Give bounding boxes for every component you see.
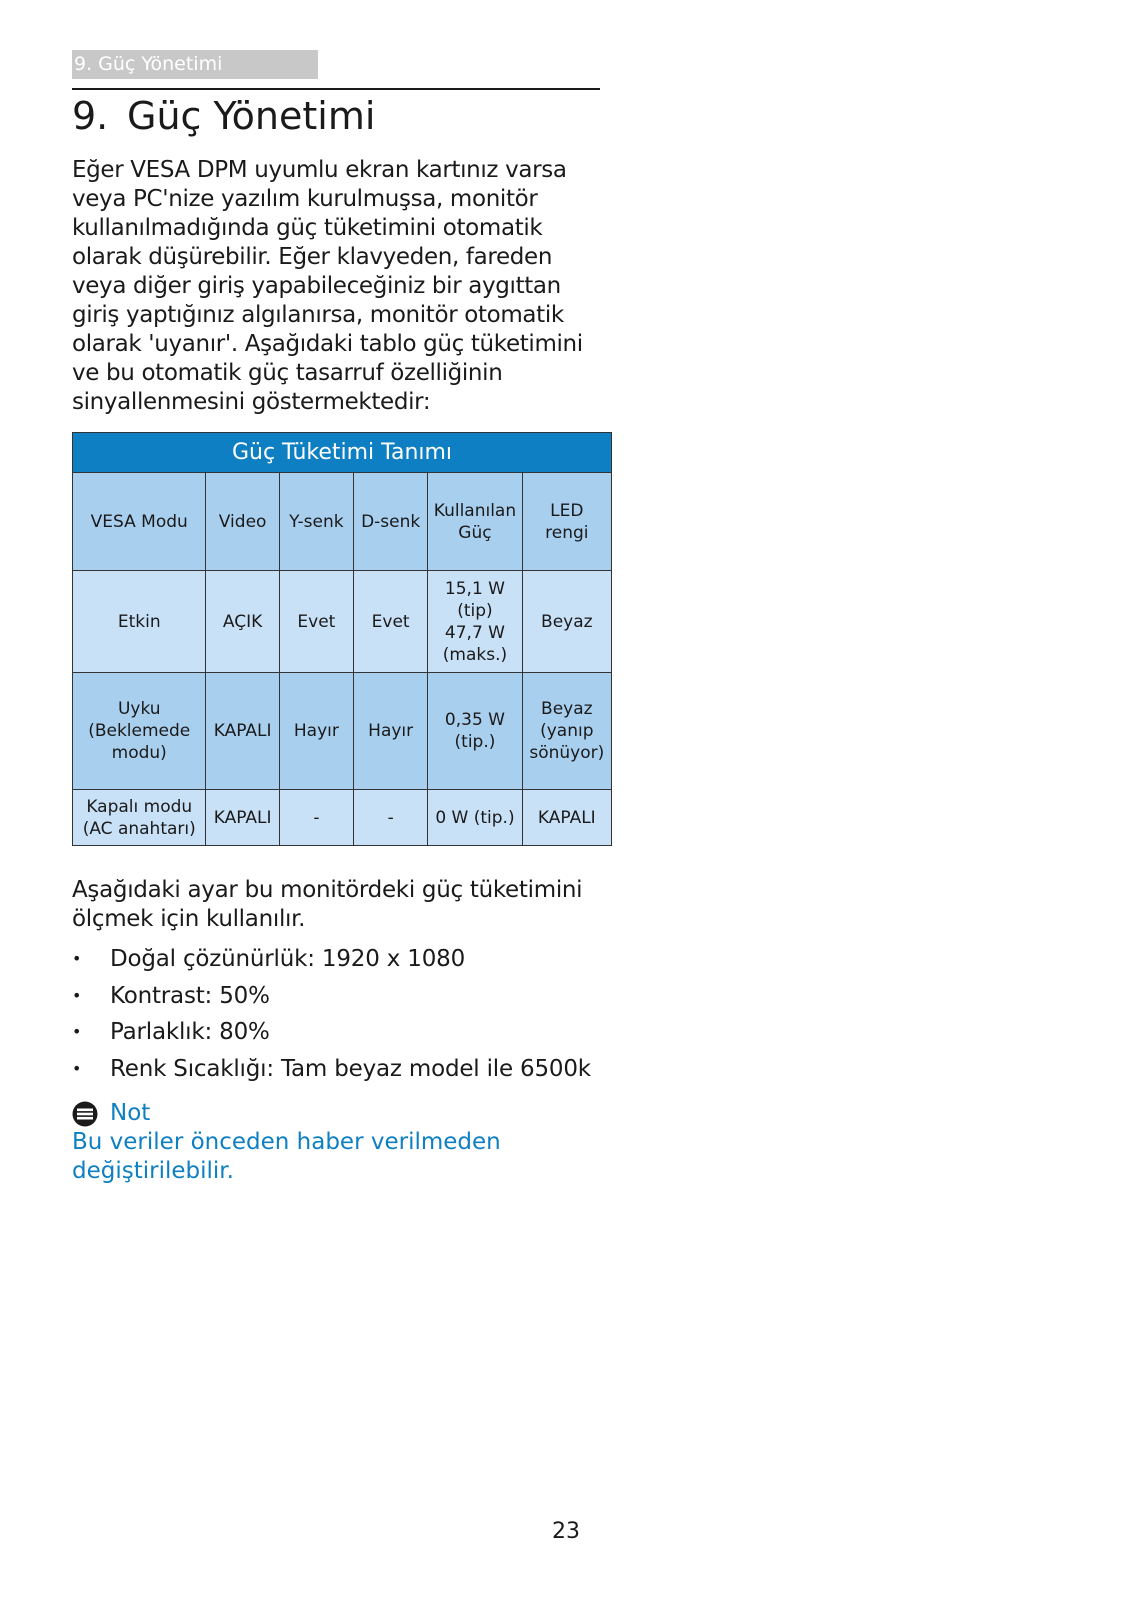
cell-led: Beyaz bbox=[522, 571, 611, 673]
cell-line: (tip) bbox=[457, 600, 493, 621]
cell-line: 47,7 W bbox=[444, 622, 505, 643]
table-row bbox=[73, 790, 612, 846]
intro-line: sinyallenmesini göstermektedir: bbox=[72, 389, 431, 415]
cell-line: 15,1 W bbox=[444, 578, 505, 599]
measurement-intro bbox=[72, 876, 612, 934]
note-line: Bu veriler önceden haber verilmeden bbox=[72, 1129, 501, 1155]
bullet-icon: • bbox=[72, 1058, 82, 1078]
settings-list bbox=[72, 941, 591, 1087]
cell-line: (tip.) bbox=[454, 732, 496, 752]
header-line: Güç bbox=[458, 522, 492, 543]
list-item bbox=[72, 1051, 591, 1088]
list-item-text: Renk Sıcaklığı: Tam beyaz model ile 6500k bbox=[110, 1055, 591, 1082]
section-number: 9. bbox=[72, 94, 109, 138]
cell-video: KAPALI bbox=[206, 790, 279, 846]
header-rule bbox=[72, 88, 600, 90]
list-item-text: Doğal çözünürlük: 1920 x 1080 bbox=[110, 946, 466, 972]
bullet-icon: • bbox=[72, 949, 82, 968]
cell-video: KAPALI bbox=[206, 673, 279, 790]
measurement-intro-line: ölçmek için kullanılır. bbox=[72, 906, 306, 932]
column-header-v-sync: D-senk bbox=[354, 473, 428, 571]
cell-line: (Beklemede bbox=[88, 721, 191, 741]
cell-line: (yanıp bbox=[540, 721, 594, 741]
cell-led: KAPALI bbox=[522, 790, 611, 846]
intro-line: veya diğer giriş yapabileceğiniz bir aygıttan bbox=[72, 273, 561, 299]
note-label: Not bbox=[110, 1100, 151, 1126]
intro-line: giriş yaptığınız algılanırsa, monitör otomatik bbox=[72, 302, 564, 328]
note-text bbox=[72, 1128, 501, 1186]
column-header-vesa-mode: VESA Modu bbox=[73, 473, 206, 571]
column-header-h-sync: Y-senk bbox=[279, 473, 353, 571]
cell-v-sync: - bbox=[354, 790, 428, 846]
cell-mode bbox=[73, 790, 206, 846]
cell-line: modu) bbox=[111, 743, 167, 763]
column-header-power-used bbox=[428, 473, 522, 571]
intro-line: kullanılmadığında güç tüketimini otomatik bbox=[72, 215, 543, 241]
intro-line: olarak düşürebilir. Eğer klavyeden, fareden bbox=[72, 244, 553, 270]
cell-h-sync: Hayır bbox=[279, 673, 353, 790]
intro-line: veya PC'nize yazılım kurulmuşsa, monitör bbox=[72, 186, 538, 212]
list-item bbox=[72, 941, 591, 978]
cell-led bbox=[522, 673, 611, 790]
cell-h-sync: Evet bbox=[279, 571, 353, 673]
cell-line: Kapalı modu bbox=[86, 796, 193, 817]
cell-line: Uyku bbox=[117, 699, 161, 719]
cell-mode bbox=[73, 673, 206, 790]
intro-line: ve bu otomatik güç tasarruf özelliğinin bbox=[72, 360, 503, 386]
header-line: LED bbox=[550, 500, 584, 521]
cell-power: 0 W (tip.) bbox=[428, 790, 522, 846]
cell-line: (maks.) bbox=[442, 644, 508, 665]
cell-power bbox=[428, 673, 522, 790]
cell-line: sönüyor) bbox=[529, 743, 605, 763]
table-caption: Güç Tüketimi Tanımı bbox=[73, 433, 612, 473]
table-row bbox=[73, 571, 612, 673]
cell-power bbox=[428, 571, 522, 673]
measurement-intro-line: Aşağıdaki ayar bu monitördeki güç tüketimini bbox=[72, 877, 583, 903]
cell-line: (AC anahtarı) bbox=[82, 818, 196, 839]
section-title: Güç Yönetimi bbox=[127, 94, 376, 138]
page-title bbox=[72, 92, 375, 140]
header-line: Kullanılan bbox=[433, 500, 517, 521]
cell-h-sync: - bbox=[279, 790, 353, 846]
bullet-icon: • bbox=[72, 985, 82, 1005]
header-line: rengi bbox=[545, 522, 589, 543]
page-number: 23 bbox=[552, 1519, 580, 1544]
list-item-text: Parlaklık: 80% bbox=[110, 1019, 270, 1045]
cell-line: 0,35 W bbox=[444, 710, 505, 730]
cell-mode: Etkin bbox=[73, 571, 206, 673]
power-consumption-table bbox=[72, 432, 612, 846]
intro-line: Eğer VESA DPM uyumlu ekran kartınız varsa bbox=[72, 157, 567, 183]
cell-video: AÇIK bbox=[206, 571, 279, 673]
cell-line: Beyaz bbox=[541, 699, 593, 719]
cell-v-sync: Evet bbox=[354, 571, 428, 673]
intro-paragraph bbox=[72, 156, 612, 417]
table-header-row bbox=[73, 473, 612, 571]
list-item bbox=[72, 1014, 591, 1051]
table-row bbox=[73, 673, 612, 790]
column-header-led-color bbox=[522, 473, 611, 571]
intro-line: olarak 'uyanır'. Aşağıdaki tablo güç tüketimini bbox=[72, 331, 583, 357]
list-item bbox=[72, 978, 591, 1015]
column-header-video: Video bbox=[206, 473, 279, 571]
bullet-icon: • bbox=[72, 1022, 82, 1041]
section-header-tab: 9. Güç Yönetimi bbox=[72, 50, 318, 79]
note-line: değiştirilebilir. bbox=[72, 1158, 234, 1184]
cell-v-sync: Hayır bbox=[354, 673, 428, 790]
note-icon bbox=[72, 1101, 98, 1127]
list-item-text: Kontrast: 50% bbox=[110, 982, 270, 1009]
